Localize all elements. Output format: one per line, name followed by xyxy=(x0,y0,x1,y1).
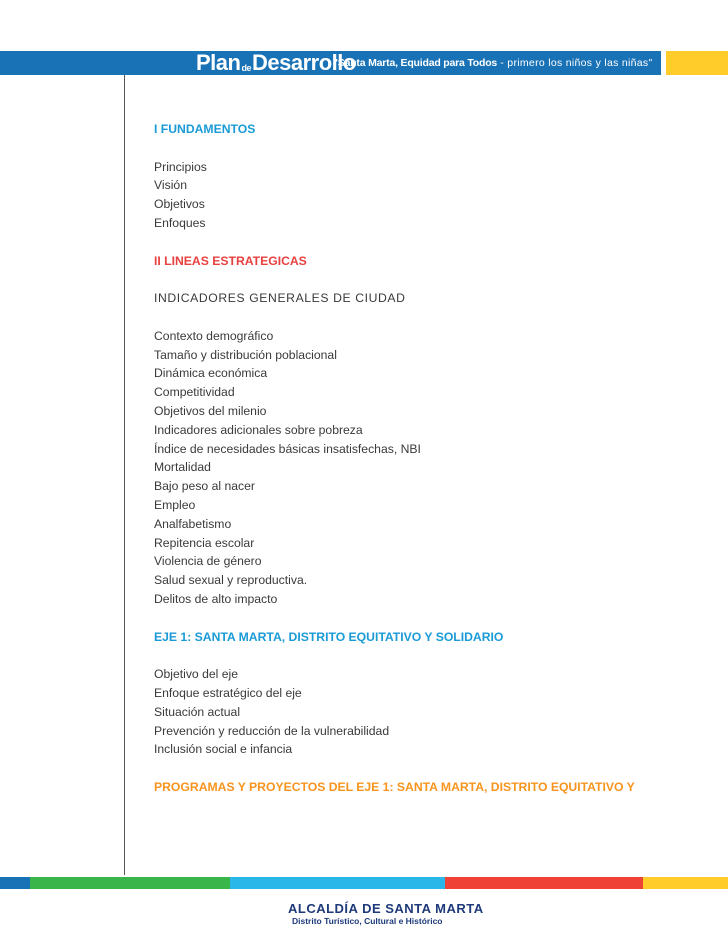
section-title-programas: PROGRAMAS Y PROYECTOS DEL EJE 1: SANTA MARTA, DISTRITO EQUITATIVO Y xyxy=(154,779,635,794)
alcaldia-logo xyxy=(288,901,484,926)
toc-item: Analfabetismo xyxy=(154,516,232,531)
toc-item: Objetivo del eje xyxy=(154,667,239,682)
left-margin-rule xyxy=(124,75,125,875)
toc-item: Tamaño y distribución poblacional xyxy=(154,347,337,362)
header-yellow-bar xyxy=(666,51,728,75)
slogan-bold: "Santa Marta, Equidad para Todos xyxy=(333,57,498,69)
toc-item: Empleo xyxy=(154,497,196,512)
toc-item: Enfoques xyxy=(154,215,206,230)
table-of-contents xyxy=(154,120,714,797)
toc-item: Repitencia escolar xyxy=(154,535,255,550)
toc-item: Enfoque estratégico del eje xyxy=(154,685,302,700)
toc-item: Contexto demográfico xyxy=(154,328,274,343)
toc-item: Competitividad xyxy=(154,385,235,400)
toc-item: Bajo peso al nacer xyxy=(154,479,255,494)
toc-item: Objetivos xyxy=(154,197,205,212)
toc-item: Situación actual xyxy=(154,704,241,719)
logo-de: de xyxy=(241,63,251,73)
footer-color-band xyxy=(0,877,728,889)
footer-green-seg xyxy=(30,877,230,889)
section-title-fundamentos: I FUNDAMENTOS xyxy=(154,122,256,136)
footer-blue-seg xyxy=(0,877,30,889)
logo-desarrollo: Desarrollo xyxy=(251,50,356,75)
toc-item: Salud sexual y reproductiva. xyxy=(154,573,308,588)
footer-title: ALCALDÍA DE SANTA MARTA xyxy=(288,901,484,916)
indicators-title: INDICADORES GENERALES DE CIUDAD xyxy=(154,291,406,306)
footer-red-seg xyxy=(445,877,643,889)
footer-subtitle: Distrito Turístico, Cultural e Histórico xyxy=(292,916,443,926)
slogan-rest: - primero los niños y las niñas" xyxy=(497,57,653,69)
footer-yellow-seg xyxy=(643,877,728,889)
toc-item: Mortalidad xyxy=(154,460,211,475)
toc-item: Inclusión social e infancia xyxy=(154,742,293,757)
toc-item: Principios xyxy=(154,159,207,174)
section-title-lineas: II LINEAS ESTRATEGICAS xyxy=(154,253,307,268)
toc-item: Delitos de alto impacto xyxy=(154,591,278,606)
header-slogan xyxy=(333,57,653,69)
toc-item: Violencia de género xyxy=(154,554,262,569)
toc-item: Visión xyxy=(154,178,187,193)
toc-item: Objetivos del milenio xyxy=(154,403,267,418)
toc-item: Dinámica económica xyxy=(154,366,268,381)
toc-item: Índice de necesidades básicas insatisfechas, NBI xyxy=(154,441,421,456)
toc-item: Indicadores adicionales sobre pobreza xyxy=(154,422,363,437)
section-title-eje1: EJE 1: SANTA MARTA, DISTRITO EQUITATIVO Y SOLIDARIO xyxy=(154,629,504,644)
toc-item: Prevención y reducción de la vulnerabilidad xyxy=(154,723,390,738)
logo-plan: Plan xyxy=(196,50,241,75)
plan-desarrollo-logo xyxy=(196,50,356,76)
footer-cyan-seg xyxy=(230,877,445,889)
